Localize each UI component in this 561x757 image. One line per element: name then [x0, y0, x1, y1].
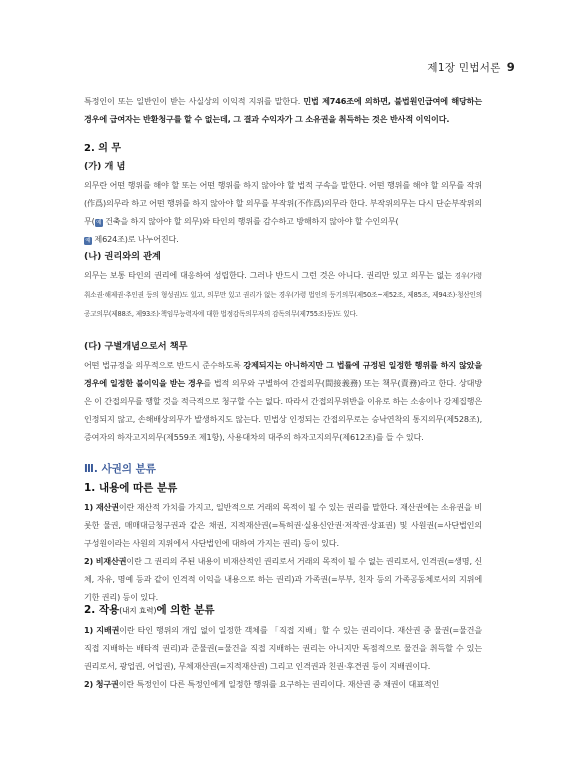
dominion-right-text: 이란 타인 행위의 개입 없이 일정한 객체를 「직접 지배」할 수 있는 권리이다. 재산권 중 물권(=물건을 직접 지배하는 배타적 권리)과 준물권(=물건을 직접 지배하는 권리는 아니지만 독점적으로 물건을 취득할 수 있는 권리로서, 광업권, 어업권), 무체재산권(=지적재산권) 그리고 인격권과 친권·후견권 등이 지배권이다. [84, 625, 482, 671]
subsection-heading: (가) 개 념 [84, 161, 126, 172]
roman-section-heading: Ⅲ. 사권의 분류 [84, 463, 156, 475]
subsection-by-content [84, 481, 482, 606]
page-number: 9 [506, 60, 515, 74]
concept-text-3: 제624조)로 나누어진다. [92, 234, 179, 244]
heading-paren: (내지 효력) [119, 606, 157, 615]
property-right-paragraph [84, 498, 482, 552]
property-right-label: 1) 재산권 [84, 502, 119, 512]
concept-text-1: 의무란 어떤 행위를 해야 할 또는 어떤 행위를 하지 않아야 할 법적 구속을 말한다. 어떤 행위를 해야 할 의무를 작위(作爲)의무라 하고 어떤 행위를 하지 않아야 할 의무를 부작위(不作爲)의무라 한다. 부작위의무는 다시 단순부작위의무( [84, 180, 482, 226]
intro-text: 특정인이 또는 일반인이 받는 사실상의 이익적 지위를 말한다. [84, 96, 301, 106]
claim-right-text: 이란 특정인이 다른 특정인에게 일정한 행위를 요구하는 권리이다. 재산권 중 채권이 대표적인 [118, 679, 440, 689]
intro-paragraph-block [84, 92, 482, 128]
subsection-relation [84, 250, 482, 323]
chapter-title: 제1장 민법서론 [427, 62, 501, 74]
non-property-right-text: 이란 그 권리의 주된 내용이 비재산적인 권리로서 거래의 목적이 될 수 없는 권리로서, 인격권(=생명, 신체, 자유, 명예 등과 같이 인격적 이익을 내용으로 하는 권리)과 가족권(=부부, 친자 등의 가족공동체로서의 지위에 기한 권리) 등이 있다. [84, 556, 482, 602]
example-badge: 예 [96, 220, 102, 226]
property-right-text: 이란 재산적 가치를 가지고, 일반적으로 거래의 목적이 될 수 있는 권리를 말한다. 재산권에는 소유권을 비롯한 물권, 매매대금청구권과 같은 채권, 지적재산권(=특허권·실용신안권·저작권·상표권) 및 사원권(=사단법인의 구성원이라는 사원의 지위에서 사단법인에 대하여 가지는 권리) 등이 있다. [84, 502, 482, 548]
subsection-heading: 1. 내용에 따른 분류 [84, 482, 178, 494]
obligation-text-1: 어떤 법규정을 의무적으로 반드시 준수하도록 [84, 360, 244, 370]
non-property-right-paragraph [84, 552, 482, 606]
non-property-right-label: 2) 비재산권 [84, 556, 127, 566]
example-badge: 예 [85, 238, 91, 244]
section-heading: 2. 의 무 [84, 143, 122, 154]
relation-text: 의무는 보통 타인의 권리에 대응하여 성립한다. 그러나 반드시 그런 것은 아니다. 권리만 있고 의무는 없는 [84, 270, 452, 280]
dominion-right-label: 1) 지배권 [84, 625, 120, 635]
subsection-heading [84, 603, 482, 618]
obligation-paragraph [84, 356, 482, 446]
section-duty [84, 142, 482, 156]
subsection-by-effect [84, 603, 482, 693]
heading-part-a: 2. 작용 [84, 604, 120, 616]
concept-paragraph [84, 176, 482, 248]
heading-part-b: 에 의한 분류 [156, 604, 215, 616]
relation-small-text: 경우(가령 취소권·해제권·추인권 등의 형성권)도 있고, 의무만 있고 권리가 없는 경우(가령 법인의 등기의무(제50조~제52조, 제85조, 제94조)·청산인의 공고의무(제88조, 제93조)·책임무능력자에 대한 법정감독의무자의 감독의무(제755조)등)도 있다. [84, 272, 482, 318]
obligation-bold-text: 강제되지는 아니하지만 그 법률에 규정된 일정한 행위를 하지 않았을 경우에 일정한 불이익을 받는 경우 [84, 360, 482, 388]
claim-right-paragraph [84, 675, 482, 693]
subsection-heading: (나) 권리와의 관계 [84, 251, 161, 262]
running-header [427, 60, 515, 75]
section-classification [84, 462, 482, 476]
obligation-text-2: 를 법적 의무와 구별하여 간접의무(間接義務) 또는 책무(責務)라고 한다. 상대방은 이 간접의무를 행할 것을 적극적으로 청구할 수는 없다. 따라서 간접의무위반을 이유로 하는 소송이나 강제집행은 인정되지 않고, 손해배상의무가 발생하지도 않는다. 민법상 인정되는 간접의무로는 승낙연착의 통지의무(제528조), 증여자의 하자고지의무(제559조 제1항), 사용대차의 대주의 하자고지의무(제612조)를 들 수 있다. [84, 378, 482, 442]
relation-paragraph [84, 266, 482, 323]
subsection-concept [84, 160, 482, 248]
claim-right-label: 2) 청구권 [84, 679, 119, 689]
concept-text-2: 건축을 하지 않아야 할 의무)와 타인의 행위를 감수하고 방해하지 않아야 할 수인의무( [102, 216, 399, 226]
dominion-right-paragraph [84, 621, 482, 675]
intro-bold-text: 민법 제746조에 의하면, 불법원인급여에 해당하는 경우에 급여자는 반환청구를 할 수 없는데, 그 결과 수익자가 그 소유권을 취득하는 것은 반사적 이익이다. [84, 96, 482, 124]
intro-paragraph [84, 92, 482, 128]
subsection-obligation [84, 340, 482, 446]
subsection-heading: (다) 구별개념으로서 책무 [84, 341, 188, 352]
